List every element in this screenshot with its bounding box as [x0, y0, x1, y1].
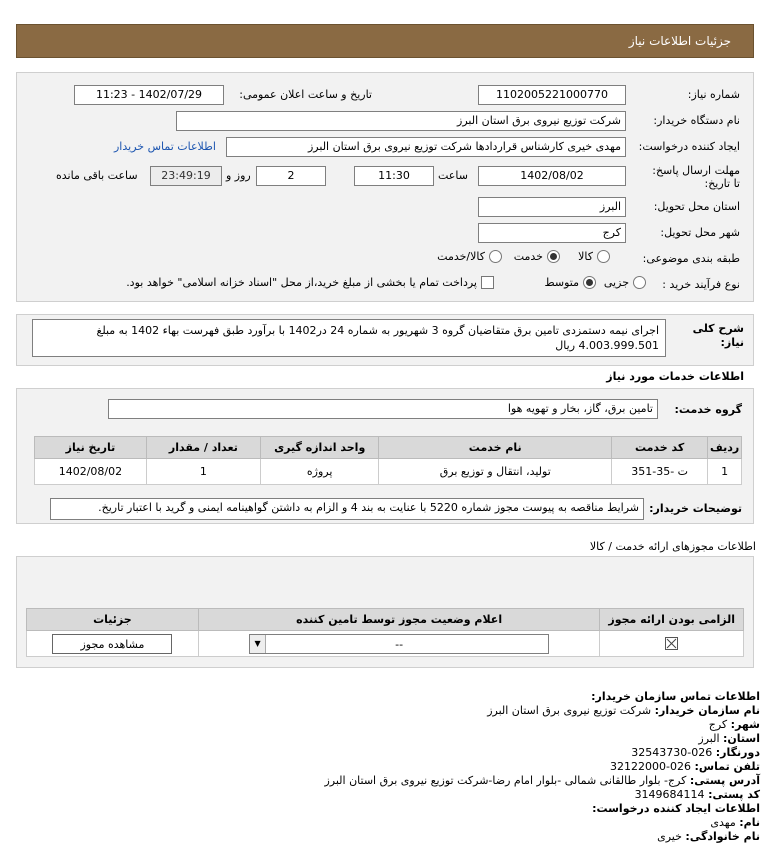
services-title: اطلاعات خدمات مورد نیاز [606, 370, 744, 383]
remaining-label: ساعت باقی مانده [56, 169, 138, 182]
permits-table [26, 608, 744, 657]
contact-city-label: شهر: [730, 718, 760, 731]
process-option-medium[interactable] [544, 276, 596, 289]
permit-details-cell [27, 631, 199, 657]
cell-row: 1 [708, 459, 742, 485]
process-medium-label: متوسط [544, 276, 579, 289]
description-box [32, 319, 666, 357]
services-table [34, 436, 742, 485]
process-minor-label: جزیی [603, 276, 629, 289]
buyer-notes-field: شرایط مناقصه به پیوست مجوز شماره 5220 با عنایت به بند 4 و الزام به داشتن گواهینامه ایمنی و گرید با اعتبار تاریخ. [50, 498, 644, 520]
city-field[interactable]: کرج [478, 223, 626, 243]
view-permit-button[interactable]: مشاهده مجوز [52, 634, 172, 654]
permit-status-cell [198, 631, 600, 657]
contact-org-label: نام سازمان خریدار: [654, 704, 760, 717]
contact-postal-label: کد پستی: [708, 788, 760, 801]
col-code: کد خدمت [612, 437, 708, 459]
contact-title: اطلاعات تماس سازمان خریدار: [591, 690, 760, 703]
description-text: اجرای نیمه دستمزدی تامین برق متقاضیان گروه 3 شهریور به شماره 24 در1402 با برآورد طبق فهرست بهاء 1402 به مبلغ 4.003.999.501 ریال [96, 324, 659, 352]
cell-qty: 1 [146, 459, 260, 485]
contact-province: البرز [698, 732, 720, 745]
need-info-panel [16, 72, 754, 302]
cell-code: ت -35-351 [612, 459, 708, 485]
buyer-org-label: نام دستگاه خریدار: [653, 114, 740, 127]
permit-status-value: -- [395, 637, 404, 651]
category-option-both[interactable] [437, 250, 502, 263]
col-details: جزئیات [27, 609, 199, 631]
category-option-goods[interactable] [578, 250, 610, 263]
contact-postal: 3149684114 [634, 788, 705, 801]
deadline-label: مهلت ارسال پاسخ: تا تاریخ: [652, 164, 740, 190]
contact-phone-label: تلفن تماس: [694, 760, 760, 773]
category-label: طبقه بندی موضوعی: [642, 252, 740, 265]
contact-phone: 026-32122000 [610, 760, 692, 773]
permit-required-checkbox [665, 637, 678, 650]
creator-label: ایجاد کننده درخواست: [638, 140, 740, 153]
process-medium-radio[interactable] [583, 276, 596, 289]
permit-required-cell [600, 631, 744, 657]
col-status: اعلام وضعیت مجوز توسط تامین کننده [198, 609, 600, 631]
col-qty: تعداد / مقدار [146, 437, 260, 459]
cell-unit: پروژه [260, 459, 379, 485]
cell-date: 1402/08/02 [35, 459, 147, 485]
description-label: شرح کلی نیاز: [692, 322, 744, 349]
services-header-row [35, 437, 742, 459]
contact-city: کرج [708, 718, 728, 731]
time-label: ساعت [438, 169, 468, 182]
permits-header-row [27, 609, 744, 631]
service-group-label: گروه خدمت: [674, 403, 742, 416]
creator-last-name: خیری [657, 830, 682, 843]
creator-last-name-label: نام خانوادگی: [685, 830, 760, 843]
days-label: روز و [226, 169, 251, 182]
col-required: الزامی بودن ارائه مجوز [600, 609, 744, 631]
remaining-time-field: 23:49:19 [150, 166, 222, 186]
contact-address-label: آدرس پستی: [689, 774, 760, 787]
category-goods-radio[interactable] [597, 250, 610, 263]
payment-checkbox[interactable] [481, 276, 494, 289]
need-number-label: شماره نیاز: [687, 88, 740, 101]
buyer-org-field[interactable]: شرکت توزیع نیروی برق استان البرز [176, 111, 626, 131]
permit-status-select[interactable] [249, 634, 549, 654]
deadline-time-field[interactable]: 11:30 [354, 166, 434, 186]
creator-info-title: اطلاعات ایجاد کننده درخواست: [592, 802, 760, 815]
col-unit: واحد اندازه گیری [260, 437, 379, 459]
days-field[interactable]: 2 [256, 166, 326, 186]
service-group-field[interactable]: تامین برق، گاز، بخار و تهویه هوا [108, 399, 658, 419]
need-number-field[interactable]: 1102005221000770 [478, 85, 626, 105]
deadline-date-field[interactable]: 1402/08/02 [478, 166, 626, 186]
chevron-down-icon[interactable]: ▼ [250, 635, 266, 653]
province-label: استان محل تحویل: [653, 200, 740, 213]
contact-org: شرکت توزیع نیروی برق استان البرز [487, 704, 652, 717]
col-date: تاریخ نیاز [35, 437, 147, 459]
buyer-notes-label: توضیحات خریدار: [649, 502, 742, 515]
category-service-radio[interactable] [547, 250, 560, 263]
category-option-service[interactable] [514, 250, 560, 263]
contact-info-link[interactable]: اطلاعات تماس خریدار [114, 140, 216, 153]
announce-field[interactable]: 1402/07/29 - 11:23 [74, 85, 224, 105]
table-row [35, 459, 742, 485]
col-name: نام خدمت [379, 437, 612, 459]
process-option-minor[interactable] [604, 276, 646, 289]
province-field[interactable]: البرز [478, 197, 626, 217]
category-goods-label: کالا [578, 250, 593, 263]
contact-address: کرج- بلوار طالقانی شمالی -بلوار امام رضا-شرکت توزیع نیروی برق استان البرز [324, 774, 687, 787]
category-both-radio[interactable] [489, 250, 502, 263]
cell-name: تولید، انتقال و توزیع برق [379, 459, 612, 485]
creator-first-name-label: نام: [739, 816, 760, 829]
process-minor-radio[interactable] [633, 276, 646, 289]
contact-fax-label: دورنگار: [715, 746, 760, 759]
col-row: ردیف [708, 437, 742, 459]
payment-option[interactable] [126, 276, 494, 289]
process-label: نوع فرآیند خرید : [662, 278, 740, 291]
creator-first-name: مهدی [710, 816, 736, 829]
page-header [16, 24, 754, 58]
contact-province-label: استان: [723, 732, 760, 745]
category-service-label: خدمت [513, 250, 543, 263]
contact-fax: 026-32543730 [631, 746, 713, 759]
category-both-label: کالا/خدمت [437, 250, 485, 263]
permits-title: اطلاعات مجوزهای ارائه خدمت / کالا [589, 540, 756, 553]
page-title: جزئیات اطلاعات نیاز [628, 34, 731, 48]
table-row [27, 631, 744, 657]
city-label: شهر محل تحویل: [660, 226, 740, 239]
payment-text: پرداخت تمام یا بخشی از مبلغ خرید،از محل "اسناد خزانه اسلامی" خواهد بود. [126, 276, 477, 289]
contact-section [324, 690, 760, 844]
announce-label: تاریخ و ساعت اعلان عمومی: [239, 88, 372, 101]
creator-field[interactable]: مهدی خیری کارشناس قراردادها شرکت توزیع نیروی برق استان البرز [226, 137, 626, 157]
